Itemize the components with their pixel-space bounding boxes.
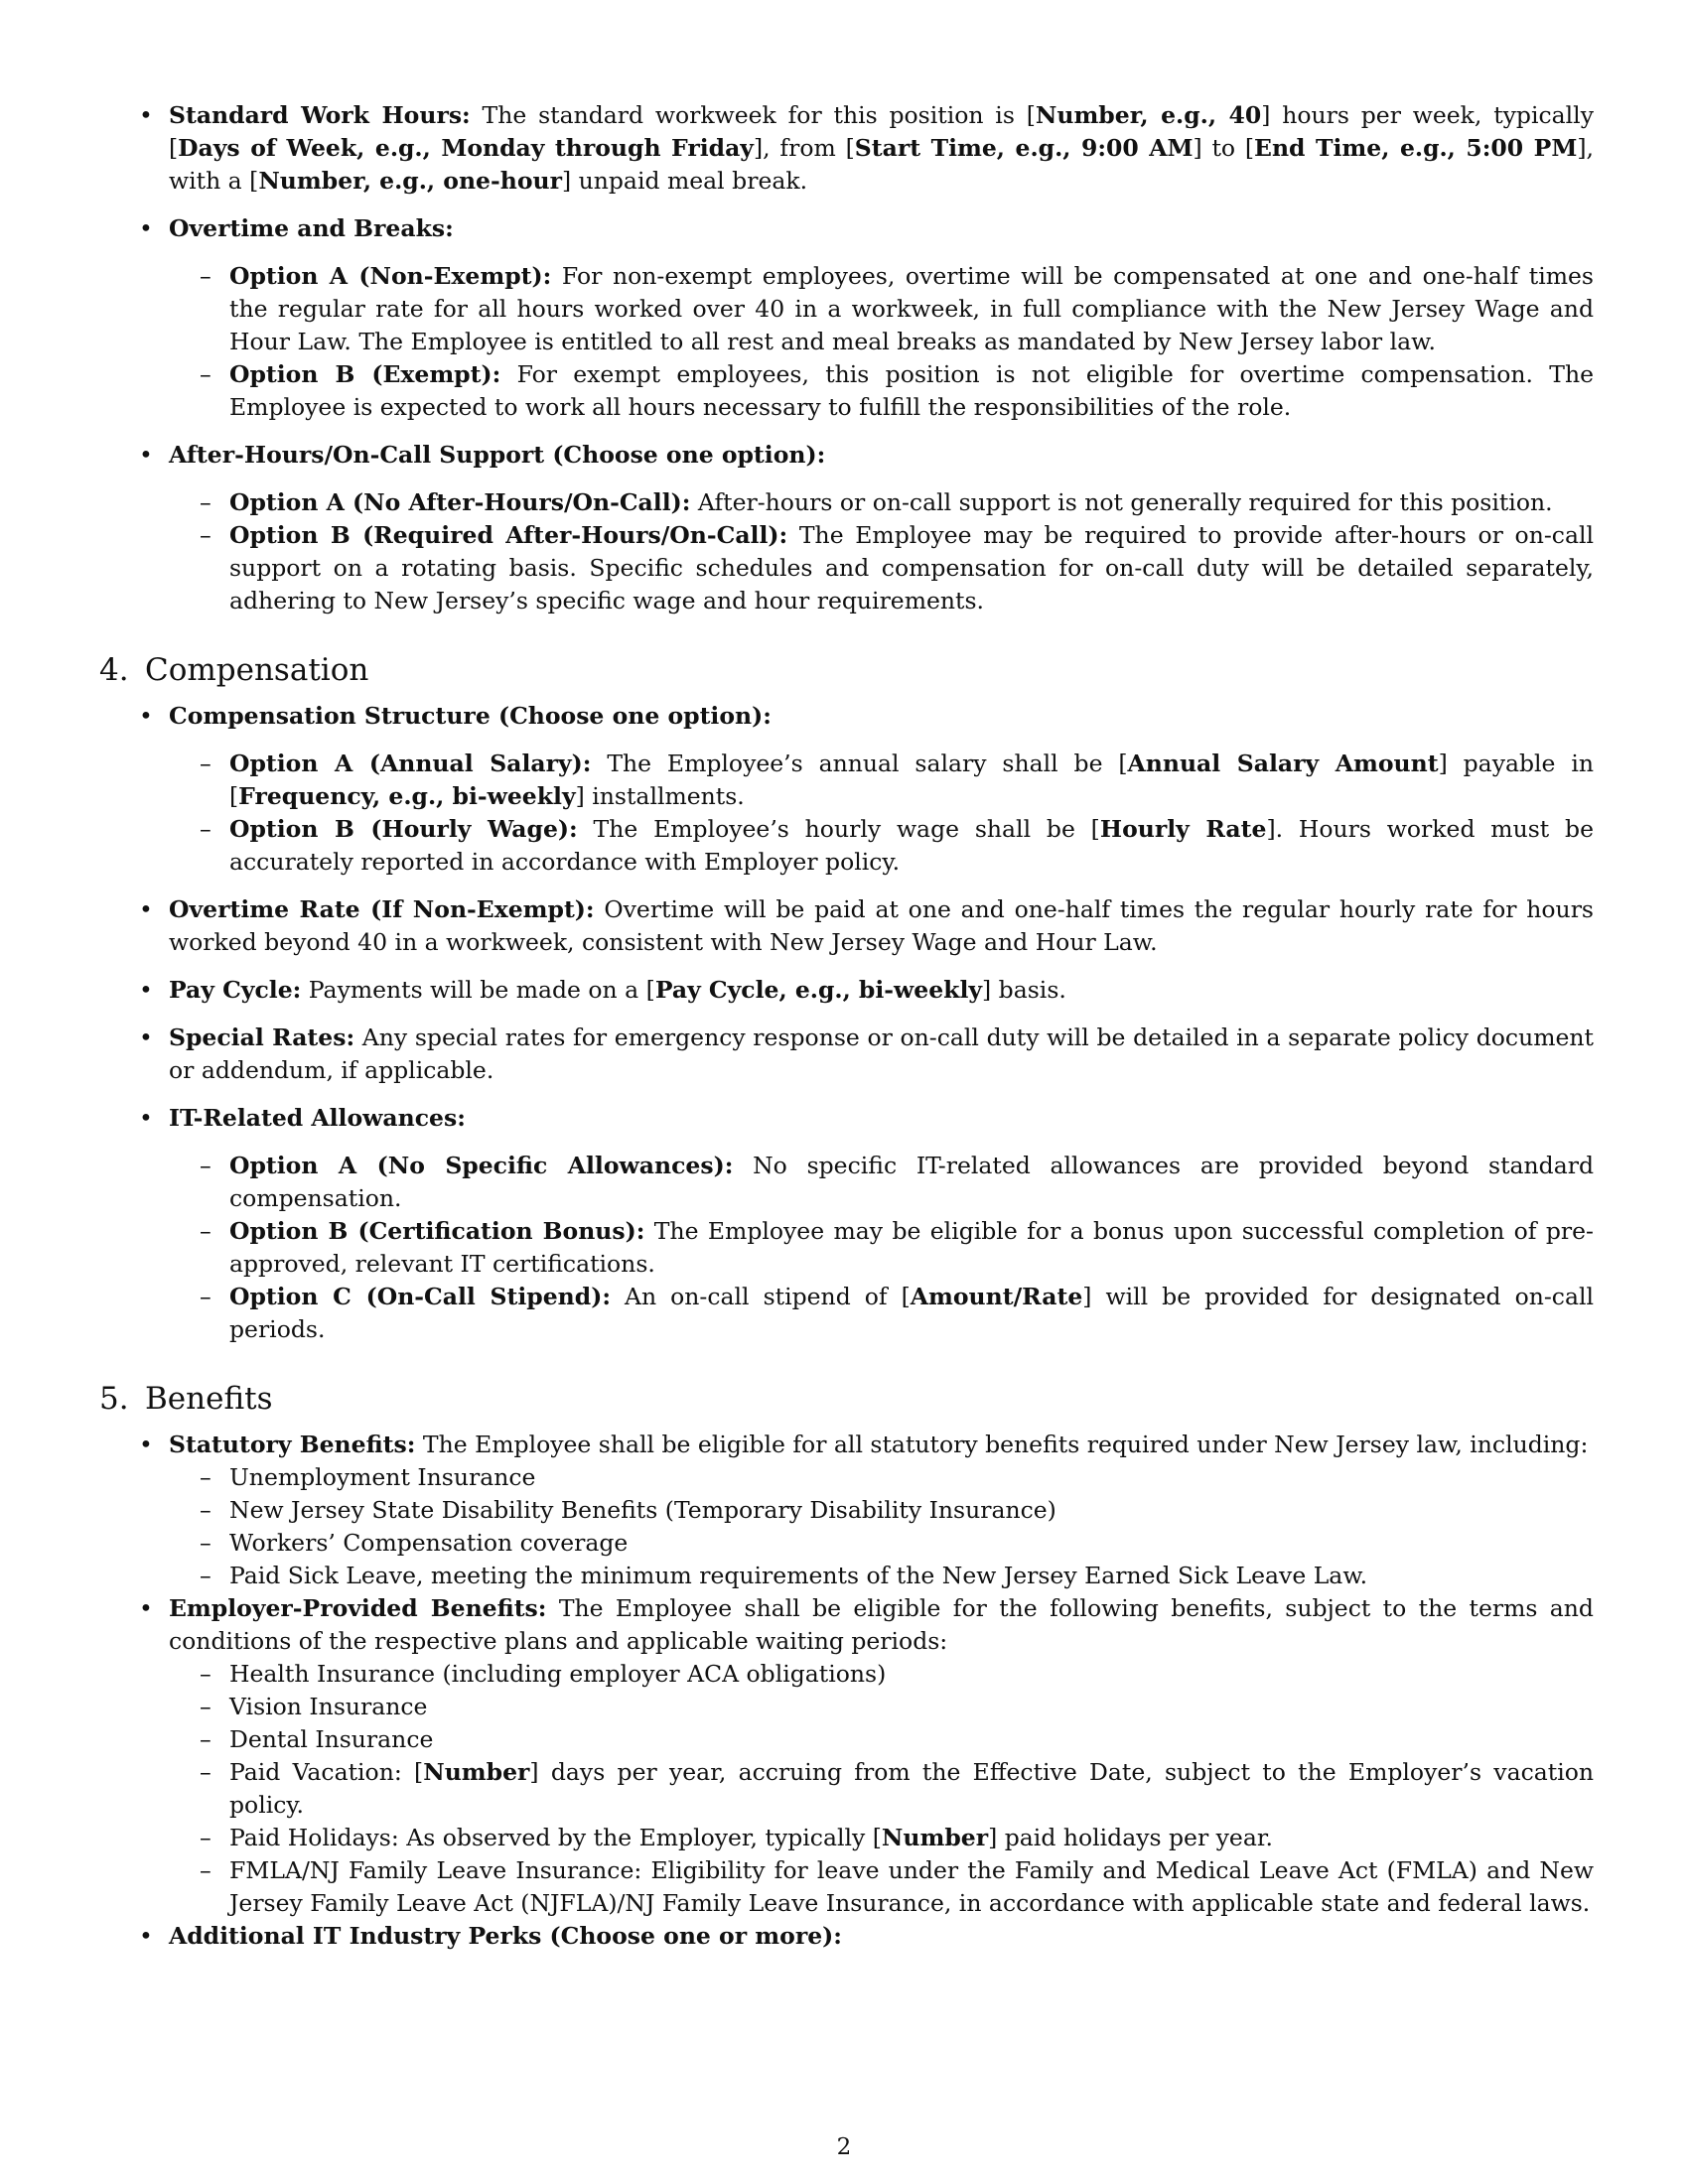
allowance-option-b: – Option B (Certification Bonus): The Employee may be eligible for a bonus upon successful completion of pre-approved, relevant IT certifications. [99,1215,1594,1281]
work-hours-list [99,99,1594,617]
compensation-structure-item: • Compensation Structure (Choose one option): – Option A (Annual Salary): The Employee’s annual salary shall be [Annual Salary Amount] payable in [Frequency, e.g., bi-weekly] installments. – Option B (Hourly Wage): The Employee’s hourly wage shall be [Hourly Rate]. Hours worked must be accurately reported in accordance with Employer policy. [99,700,1594,879]
list-item: – Workers’ Compensation coverage [99,1527,1594,1560]
dental-insurance-item: – Dental Insurance [99,1723,1594,1756]
overtime-breaks-item [99,212,1594,424]
overtime-options [169,260,1594,424]
after-hours-option-a: – Option A (No After-Hours/On-Call): After-hours or on-call support is not generally required for this position. [99,486,1594,519]
list-item: – Unemployment Insurance [99,1461,1594,1494]
benefits-list [99,1429,1594,1953]
after-hours-item [99,439,1594,617]
list-item: – New Jersey State Disability Benefits (Temporary Disability Insurance) [99,1494,1594,1527]
it-perks-item: • Additional IT Industry Perks (Choose one or more): [99,1920,1594,1953]
health-insurance-item: – Health Insurance (including employer ACA obligations) [99,1658,1594,1691]
statutory-benefits-sublist [169,1461,1594,1592]
it-allowances-item: • IT-Related Allowances: – Option A (No Specific Allowances): No specific IT-related allowances are provided beyond standard compensation. – Option B (Certification Bonus): The Employee may be eligible for a bonus upon successful completion of pre-approved, relevant IT certifications. – Option C (On-Call Stipend): An on-call stipend of [Amount/Rate] will be provided for designated on-call periods. [99,1102,1594,1346]
allowance-option-c: – Option C (On-Call Stipend): An on-call stipend of [Amount/Rate] will be provided for designated on-call periods. [99,1281,1594,1346]
compensation-option-b: – Option B (Hourly Wage): The Employee’s hourly wage shall be [Hourly Rate]. Hours worked must be accurately reported in accordance with Employer policy. [99,813,1594,879]
paid-holidays-item: – Paid Holidays: As observed by the Employer, typically [Number] paid holidays per year. [99,1822,1594,1854]
it-allowances-options [169,1150,1594,1346]
compensation-option-a: – Option A (Annual Salary): The Employee’s annual salary shall be [Annual Salary Amount] payable in [Frequency, e.g., bi-weekly] installments. [99,748,1594,813]
pay-cycle-item: • Pay Cycle: Payments will be made on a [Pay Cycle, e.g., bi-weekly] basis. [99,974,1594,1007]
statutory-benefits-item: • Statutory Benefits: The Employee shall be eligible for all statutory benefits required under New Jersey law, including: – Unemployment Insurance – New Jersey State Disability Benefits (Temporary Disability Insurance) – Workers’ Compensation coverage – Paid Sick Leave, meeting the minimum requirements of the New Jersey Earned Sick Leave Law. [99,1429,1594,1592]
vision-insurance-item: – Vision Insurance [99,1691,1594,1723]
paid-vacation-item: – Paid Vacation: [Number] days per year, accruing from the Effective Date, subject to the Employer’s vacation policy. [99,1756,1594,1822]
overtime-rate-item: • Overtime Rate (If Non-Exempt): Overtime will be paid at one and one-half times the regular hourly rate for hours worked beyond 40 in a workweek, consistent with New Jersey Wage and Hour Law. [99,893,1594,959]
standard-work-hours-label: Standard Work Hours: [169,101,471,129]
after-hours-label: After-Hours/On-Call Support (Choose one option): [169,441,826,469]
overtime-option-a: – Option A (Non-Exempt): For non-exempt employees, overtime will be compensated at one and one-half times the regular rate for all hours worked over 40 in a workweek, in full compliance with the New Jersey Wage and Hour Law. The Employee is entitled to all rest and meal breaks as mandated by New Jersey labor law. [99,260,1594,358]
overtime-breaks-label: Overtime and Breaks: [169,214,454,242]
after-hours-option-b: – Option B (Required After-Hours/On-Call): The Employee may be required to provide after-hours or on-call support on a rotating basis. Specific schedules and compensation for on-call duty will be detailed separately, adhering to New Jersey’s specific wage and hour requirements. [99,519,1594,617]
compensation-structure-options [169,748,1594,879]
after-hours-options [169,486,1594,617]
standard-work-hours-item: • Standard Work Hours: The standard workweek for this position is [Number, e.g., 40] hours per week, typically [Days of Week, e.g., Monday through Friday], from [Start Time, e.g., 9:00 AM] to [End Time, e.g., 5:00 PM], with a [Number, e.g., one-hour] unpaid meal break. [99,99,1594,198]
employer-benefits-item: • Employer-Provided Benefits: The Employee shall be eligible for the following benefits, subject to the terms and conditions of the respective plans and applicable waiting periods: – Health Insurance (including employer ACA obligations) – Vision Insurance – Dental Insurance – Paid Vacation: [Number] days per year, accruing from the Effective Date, subject to the Employer’s vacation policy. – Paid Holidays: As observed by the Employer, typically [Number] paid holidays per year. – FMLA/NJ Family Leave Insurance: Eligibility for leave under the Family and Medical Leave Act (FMLA) and New Jersey Family Leave Act (NJFLA)/NJ Family Leave Insurance, in accordance with applicable state and federal laws. [99,1592,1594,1920]
benefits-heading: 5. Benefits [99,1381,273,1417]
page-number: 2 [836,2134,852,2160]
fmla-item: – FMLA/NJ Family Leave Insurance: Eligibility for leave under the Family and Medical Leave Act (FMLA) and New Jersey Family Leave Act (NJFLA)/NJ Family Leave Insurance, in accordance with applicable state and federal laws. [99,1854,1594,1920]
employer-benefits-sublist [169,1658,1594,1920]
compensation-heading: 4. Compensation [99,652,369,688]
overtime-option-b: – Option B (Exempt): For exempt employees, this position is not eligible for overtime compensation. The Employee is expected to work all hours necessary to fulfill the responsibilities of the role. [99,358,1594,424]
page-content [99,99,1594,1953]
compensation-list [99,700,1594,1346]
allowance-option-a: – Option A (No Specific Allowances): No specific IT-related allowances are provided beyond standard compensation. [99,1150,1594,1215]
special-rates-item: • Special Rates: Any special rates for emergency response or on-call duty will be detailed in a separate policy document or addendum, if applicable. [99,1022,1594,1087]
list-item: – Paid Sick Leave, meeting the minimum requirements of the New Jersey Earned Sick Leave Law. [99,1560,1594,1592]
